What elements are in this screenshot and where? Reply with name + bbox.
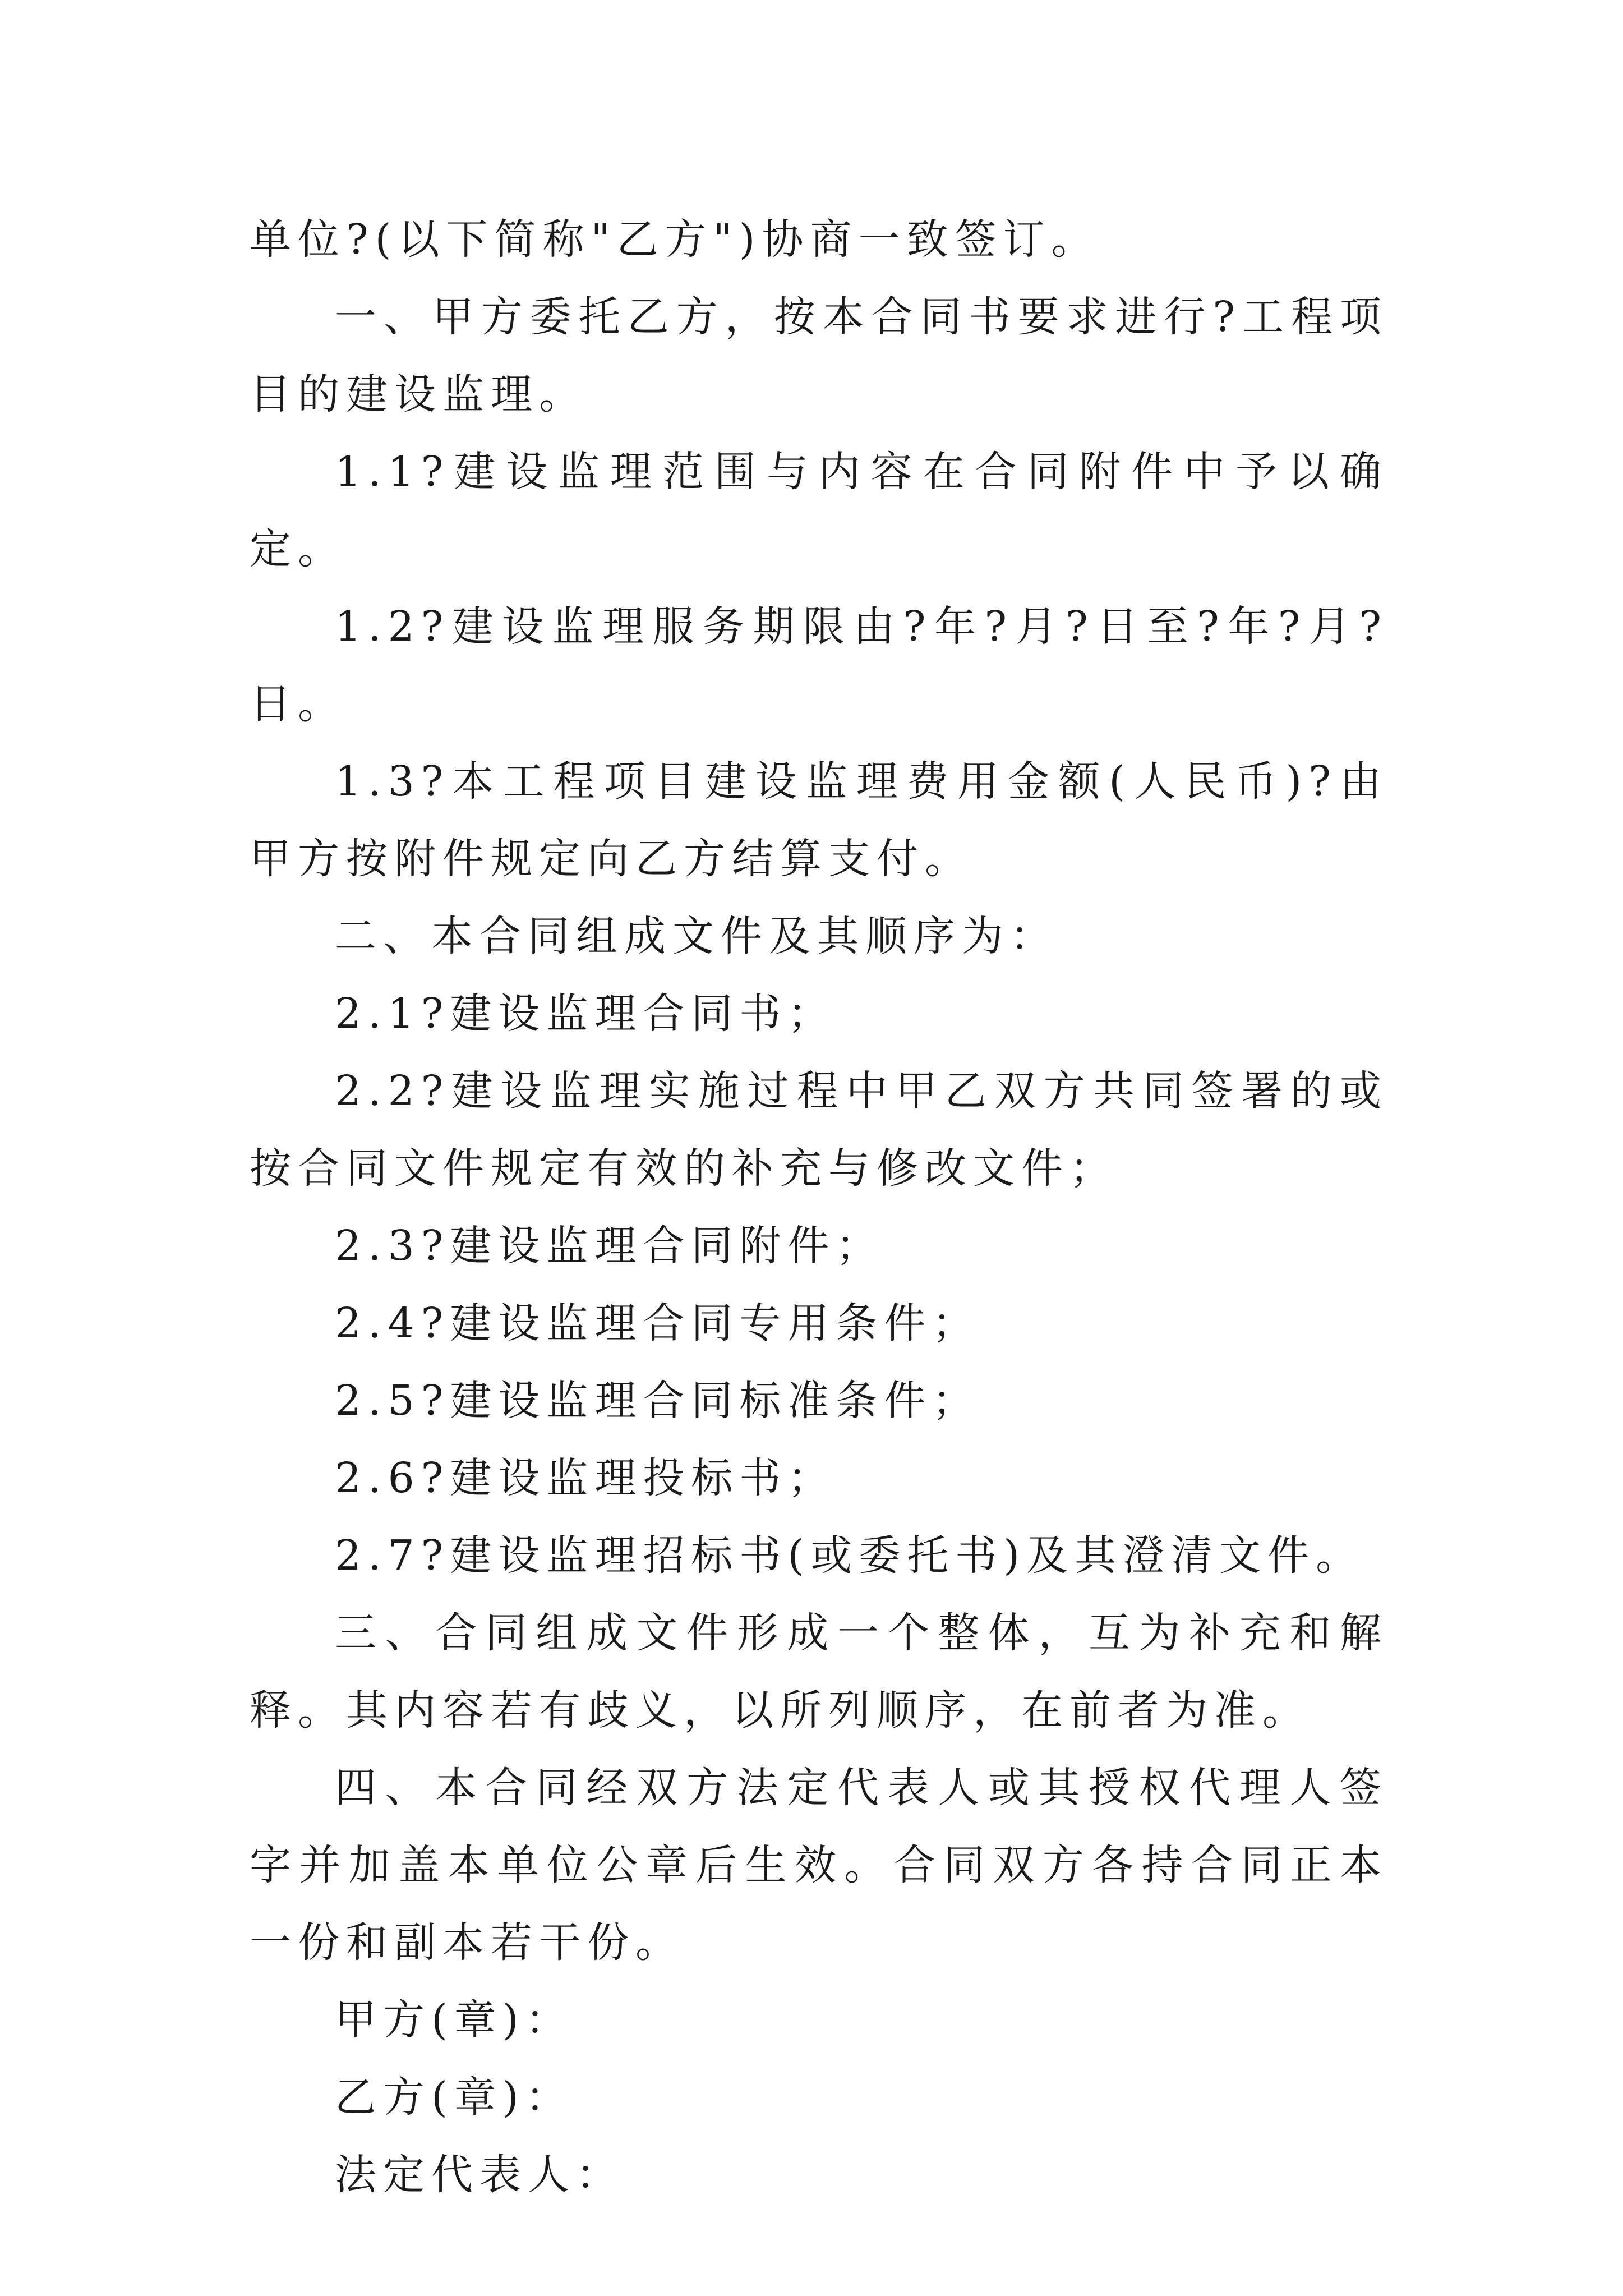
paragraph-clause-1-1: 1.1?建设监理范围与内容在合同附件中予以确定。	[250, 448, 1388, 573]
signature-party-a: 甲方(章)：	[335, 1996, 574, 2044]
paragraph-clause-2-4: 2.4?建设监理合同专用条件；	[335, 1299, 981, 1347]
paragraph-clause-2: 二、本合同组成文件及其顺序为：	[335, 912, 1058, 960]
signature-party-b: 乙方(章)：	[335, 2073, 574, 2122]
paragraph-clause-1-3: 1.3?本工程项目建设监理费用金额(人民币)?由甲方按附件规定向乙方结算支付。	[250, 757, 1388, 883]
paragraph-clause-2-2: 2.2?建设监理实施过程中甲乙双方共同签署的或按合同文件规定有效的补充与修改文件；	[250, 1067, 1388, 1193]
paragraph-clause-2-7: 2.7?建设监理招标书(或委托书)及其澄清文件。	[335, 1531, 1364, 1580]
paragraph-clause-2-3: 2.3?建设监理合同附件；	[335, 1222, 884, 1270]
paragraph-clause-2-6: 2.6?建设监理投标书；	[335, 1454, 836, 1502]
signature-legal-representative: 法定代表人：	[335, 2151, 624, 2199]
paragraph-clause-3: 三、合同组成文件形成一个整体，互为补充和解释。其内容若有歧义，以所列顺序，在前者为准。	[250, 1609, 1388, 1734]
paragraph-clause-2-1: 2.1?建设监理合同书；	[335, 990, 836, 1038]
paragraph-clause-2-5: 2.5?建设监理合同标准条件；	[335, 1377, 981, 1425]
paragraph-intro-continuation: 单位?(以下简称"乙方")协商一致签订。	[250, 215, 1100, 264]
paragraph-clause-1-2: 1.2?建设监理服务期限由?年?月?日至?年?月?日。	[250, 602, 1388, 728]
paragraph-clause-4: 四、本合同经双方法定代表人或其授权代理人签字并加盖本单位公章后生效。合同双方各持合同正本一份和副本若干份。	[250, 1764, 1388, 1967]
document-body	[250, 201, 1388, 2214]
paragraph-clause-1: 一、甲方委托乙方，按本合同书要求进行?工程项目的建设监理。	[250, 293, 1388, 418]
